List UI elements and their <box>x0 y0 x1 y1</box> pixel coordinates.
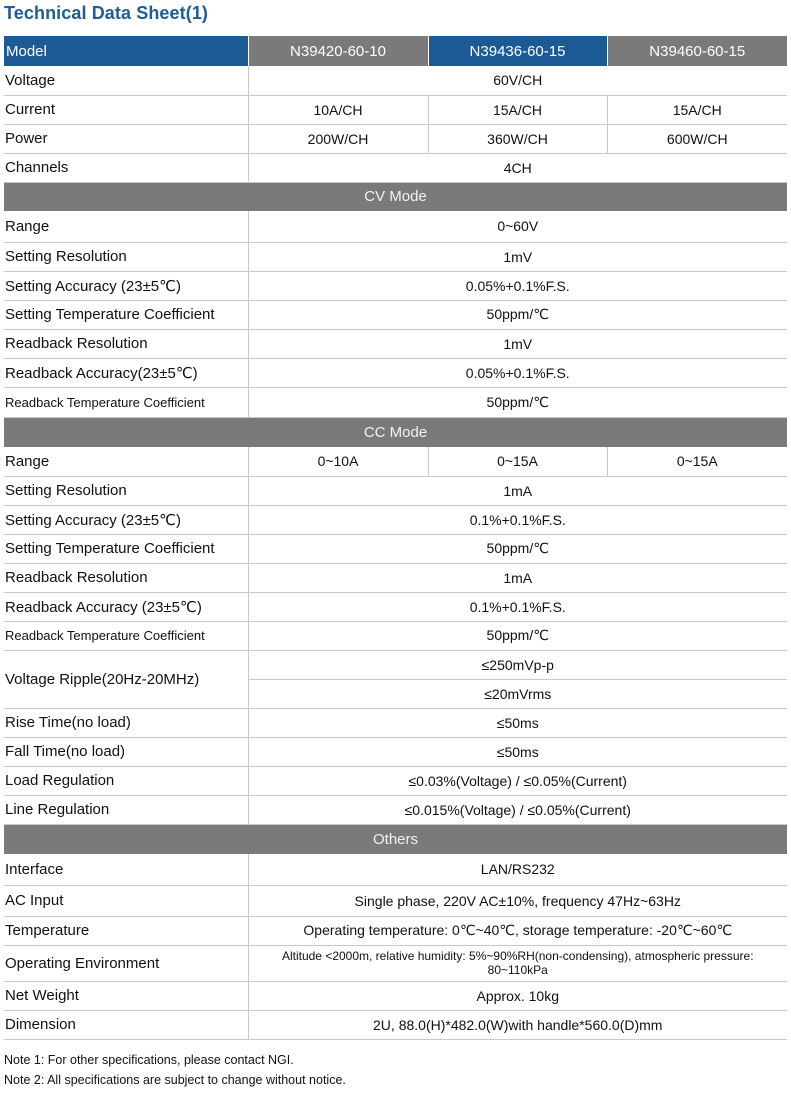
spec-row <box>4 795 787 824</box>
spec-label: AC Input <box>4 885 248 916</box>
spec-row <box>4 592 787 621</box>
spec-label: Setting Accuracy (23±5℃) <box>4 271 248 300</box>
spec-label: Readback Temperature Coefficient <box>4 621 248 650</box>
spec-value <box>248 945 787 981</box>
spec-label: Range <box>4 211 248 242</box>
spec-value: 0.05%+0.1%F.S. <box>248 358 787 387</box>
spec-row <box>4 387 787 417</box>
spec-row <box>4 563 787 592</box>
spec-row <box>4 766 787 795</box>
spec-row <box>4 621 787 650</box>
spec-label: Setting Resolution <box>4 242 248 271</box>
section-title: CV Mode <box>4 182 787 211</box>
spec-row <box>4 737 787 766</box>
spec-row <box>4 211 787 242</box>
spec-label: Voltage Ripple(20Hz-20MHz) <box>4 650 248 708</box>
spec-label: Current <box>4 95 248 124</box>
spec-row <box>4 447 787 476</box>
spec-value: 1mV <box>248 242 787 271</box>
spec-label: Readback Accuracy(23±5℃) <box>4 358 248 387</box>
model-name: N39420-60-10 <box>248 36 428 66</box>
spec-value: Single phase, 220V AC±10%, frequency 47Hz~63Hz <box>248 885 787 916</box>
model-name: N39460-60-15 <box>607 36 787 66</box>
spec-value: 4CH <box>248 153 787 182</box>
spec-value: 200W/CH <box>248 124 428 153</box>
spec-label: Line Regulation <box>4 795 248 824</box>
spec-row-current <box>4 95 787 124</box>
spec-row <box>4 505 787 534</box>
spec-row <box>4 534 787 563</box>
footnote: Note 2: All specifications are subject to change without notice. <box>4 1073 346 1087</box>
spec-row <box>4 300 787 329</box>
spec-label: Setting Resolution <box>4 476 248 505</box>
spec-label: Setting Temperature Coefficient <box>4 534 248 563</box>
spec-value: 10A/CH <box>248 95 428 124</box>
spec-value-text: Altitude <2000m, relative humidity: 5%~90%RH(non-condensing), atmospheric pressure: 80~110kPa <box>281 949 754 977</box>
spec-row-channels <box>4 153 787 182</box>
spec-value: 2U, 88.0(H)*482.0(W)with handle*560.0(D)mm <box>248 1010 787 1039</box>
model-name: N39436-60-15 <box>428 36 607 66</box>
spec-row-voltage <box>4 66 787 95</box>
spec-label: Load Regulation <box>4 766 248 795</box>
spec-value: 0~10A <box>248 447 428 476</box>
section-header-others <box>4 824 787 854</box>
model-header-row <box>4 36 787 66</box>
spec-value: 15A/CH <box>607 95 787 124</box>
spec-label: Temperature <box>4 916 248 945</box>
spec-label: Dimension <box>4 1010 248 1039</box>
spec-label: Readback Resolution <box>4 563 248 592</box>
spec-row <box>4 945 787 981</box>
spec-value: ≤20mVrms <box>248 679 787 708</box>
spec-row <box>4 329 787 358</box>
spec-label: Readback Accuracy (23±5℃) <box>4 592 248 621</box>
spec-label: Setting Temperature Coefficient <box>4 300 248 329</box>
spec-label: Readback Temperature Coefficient <box>4 387 248 417</box>
spec-label: Power <box>4 124 248 153</box>
spec-label: Rise Time(no load) <box>4 708 248 737</box>
spec-value: 360W/CH <box>428 124 607 153</box>
spec-value: 1mV <box>248 329 787 358</box>
spec-table <box>4 36 787 1040</box>
spec-value: 0.05%+0.1%F.S. <box>248 271 787 300</box>
spec-value: 50ppm/℃ <box>248 387 787 417</box>
footnotes <box>4 1050 346 1090</box>
spec-value: 0.1%+0.1%F.S. <box>248 505 787 534</box>
spec-row-power <box>4 124 787 153</box>
section-header-cv <box>4 182 787 211</box>
spec-label: Setting Accuracy (23±5℃) <box>4 505 248 534</box>
spec-value: 0~60V <box>248 211 787 242</box>
footnote: Note 1: For other specifications, please contact NGI. <box>4 1053 294 1067</box>
spec-value: 50ppm/℃ <box>248 534 787 563</box>
spec-label: Interface <box>4 854 248 885</box>
spec-row <box>4 854 787 885</box>
spec-value: 60V/CH <box>248 66 787 95</box>
spec-row <box>4 476 787 505</box>
model-label: Model <box>4 36 248 66</box>
spec-value: 1mA <box>248 563 787 592</box>
spec-value: 0~15A <box>607 447 787 476</box>
spec-label: Voltage <box>4 66 248 95</box>
spec-value: ≤250mVp-p <box>248 650 787 679</box>
section-title: Others <box>4 824 787 854</box>
spec-label: Fall Time(no load) <box>4 737 248 766</box>
spec-label: Readback Resolution <box>4 329 248 358</box>
spec-value: Operating temperature: 0℃~40℃, storage temperature: -20℃~60℃ <box>248 916 787 945</box>
spec-row-ripple <box>4 650 787 679</box>
spec-label: Net Weight <box>4 981 248 1010</box>
spec-value: 0~15A <box>428 447 607 476</box>
spec-row <box>4 358 787 387</box>
spec-value: ≤50ms <box>248 737 787 766</box>
spec-value: ≤0.03%(Voltage) / ≤0.05%(Current) <box>248 766 787 795</box>
section-title: CC Mode <box>4 417 787 447</box>
spec-label: Range <box>4 447 248 476</box>
spec-value: 0.1%+0.1%F.S. <box>248 592 787 621</box>
spec-row <box>4 885 787 916</box>
spec-value: Approx. 10kg <box>248 981 787 1010</box>
spec-row <box>4 981 787 1010</box>
spec-value: ≤0.015%(Voltage) / ≤0.05%(Current) <box>248 795 787 824</box>
spec-label: Channels <box>4 153 248 182</box>
spec-row <box>4 916 787 945</box>
spec-value: 600W/CH <box>607 124 787 153</box>
spec-value: 50ppm/℃ <box>248 300 787 329</box>
spec-row <box>4 708 787 737</box>
spec-row <box>4 242 787 271</box>
spec-row <box>4 1010 787 1039</box>
spec-value: ≤50ms <box>248 708 787 737</box>
spec-value: 1mA <box>248 476 787 505</box>
page-title: Technical Data Sheet(1) <box>4 3 209 23</box>
spec-value: 50ppm/℃ <box>248 621 787 650</box>
spec-row <box>4 271 787 300</box>
section-header-cc <box>4 417 787 447</box>
spec-label: Operating Environment <box>4 945 248 981</box>
spec-value: 15A/CH <box>428 95 607 124</box>
spec-value: LAN/RS232 <box>248 854 787 885</box>
